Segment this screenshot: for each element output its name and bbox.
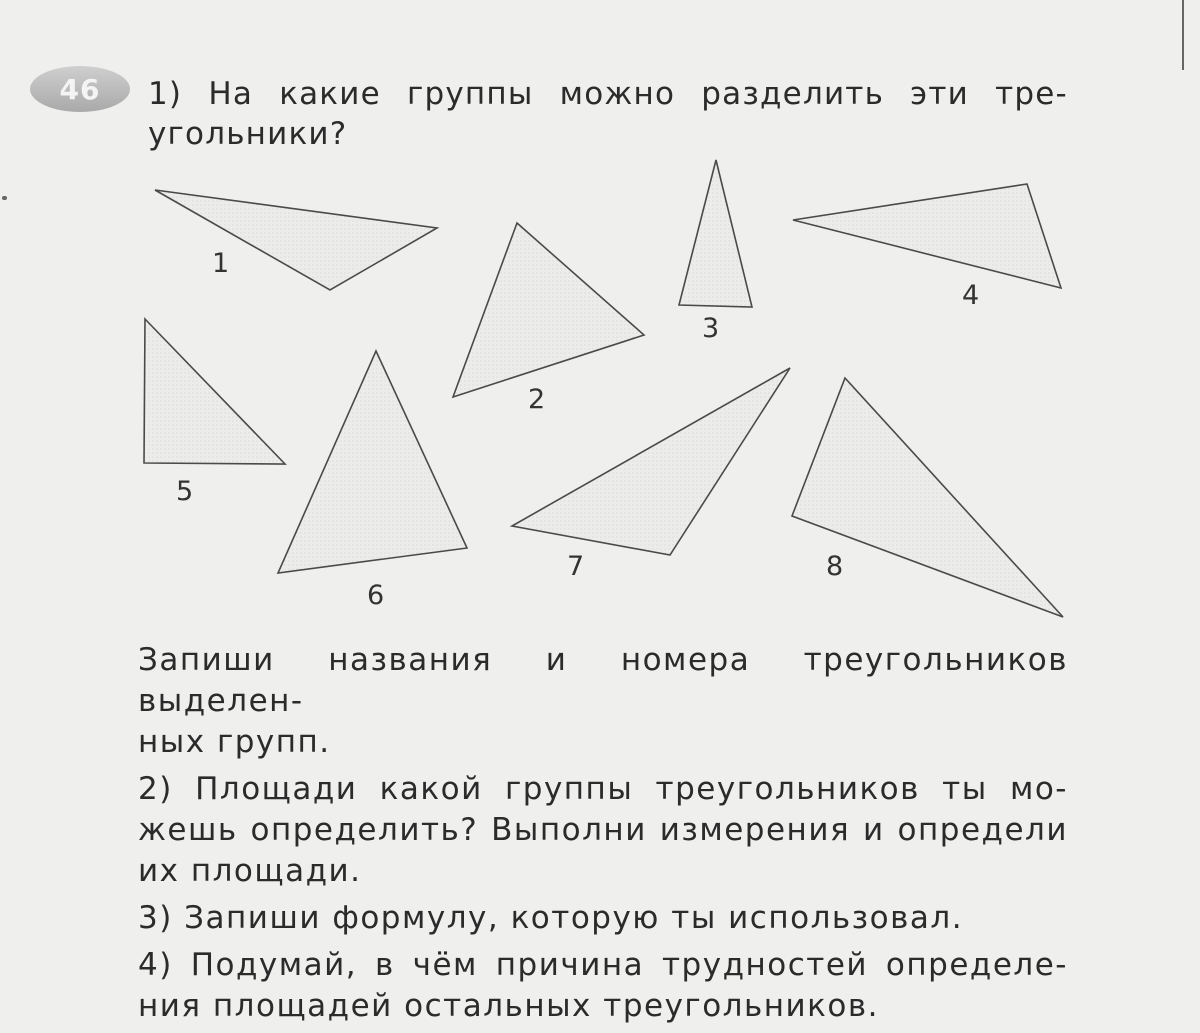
triangle-label: 6: [367, 580, 385, 611]
q3-line: 3) Запиши формулу, которую ты использовал.: [138, 900, 964, 936]
write-line-1: Запиши названия и номера треугольников выделен-: [138, 642, 1068, 719]
triangle-label: 5: [176, 476, 194, 507]
triangle-6: [278, 351, 467, 573]
q1-word: На: [208, 76, 254, 112]
triangle-label: 1: [212, 248, 230, 279]
q1-word: эти: [910, 76, 969, 112]
q1-word: тре-: [995, 76, 1068, 112]
q1-word: группы: [406, 76, 534, 112]
q2-line-2: жешь определить? Выполни измерения и определи: [138, 812, 1068, 848]
triangle-label: 2: [528, 384, 546, 415]
triangle-label: 3: [702, 313, 720, 344]
q1-word: можно: [559, 76, 676, 112]
triangle-2: [453, 223, 644, 397]
triangle-label: 4: [962, 280, 980, 311]
q4-line-1: 4) Подумай, в чём причина трудностей определе-: [138, 947, 1068, 983]
q1-word: разделить: [701, 76, 885, 112]
triangle-7: [512, 368, 790, 555]
triangle-5: [144, 319, 285, 464]
q1-word: какие: [279, 76, 381, 112]
question-1-line-2: угольники?: [148, 116, 348, 152]
q2-line-1: 2) Площади какой группы треугольников ты мо-: [138, 771, 1068, 807]
write-instruction: [138, 640, 1068, 763]
page-edge-mark: [1182, 0, 1184, 70]
instructions: [138, 640, 1068, 1033]
q1-word: 1): [148, 76, 183, 112]
triangle-label: 8: [826, 551, 844, 582]
scan-speck: [2, 196, 7, 200]
write-line-2: ных групп.: [138, 724, 331, 760]
exercise-number: 46: [59, 72, 101, 106]
triangle-4: [793, 184, 1061, 288]
q2-line-3: их площади.: [138, 853, 362, 889]
q4-line-2: ния площадей остальных треугольников.: [138, 988, 879, 1024]
question-2: [138, 769, 1068, 892]
triangle-1: [155, 190, 437, 290]
triangle-3: [679, 160, 752, 307]
question-4: [138, 945, 1068, 1027]
triangle-label: 7: [567, 551, 585, 582]
question-3: [138, 898, 1068, 939]
